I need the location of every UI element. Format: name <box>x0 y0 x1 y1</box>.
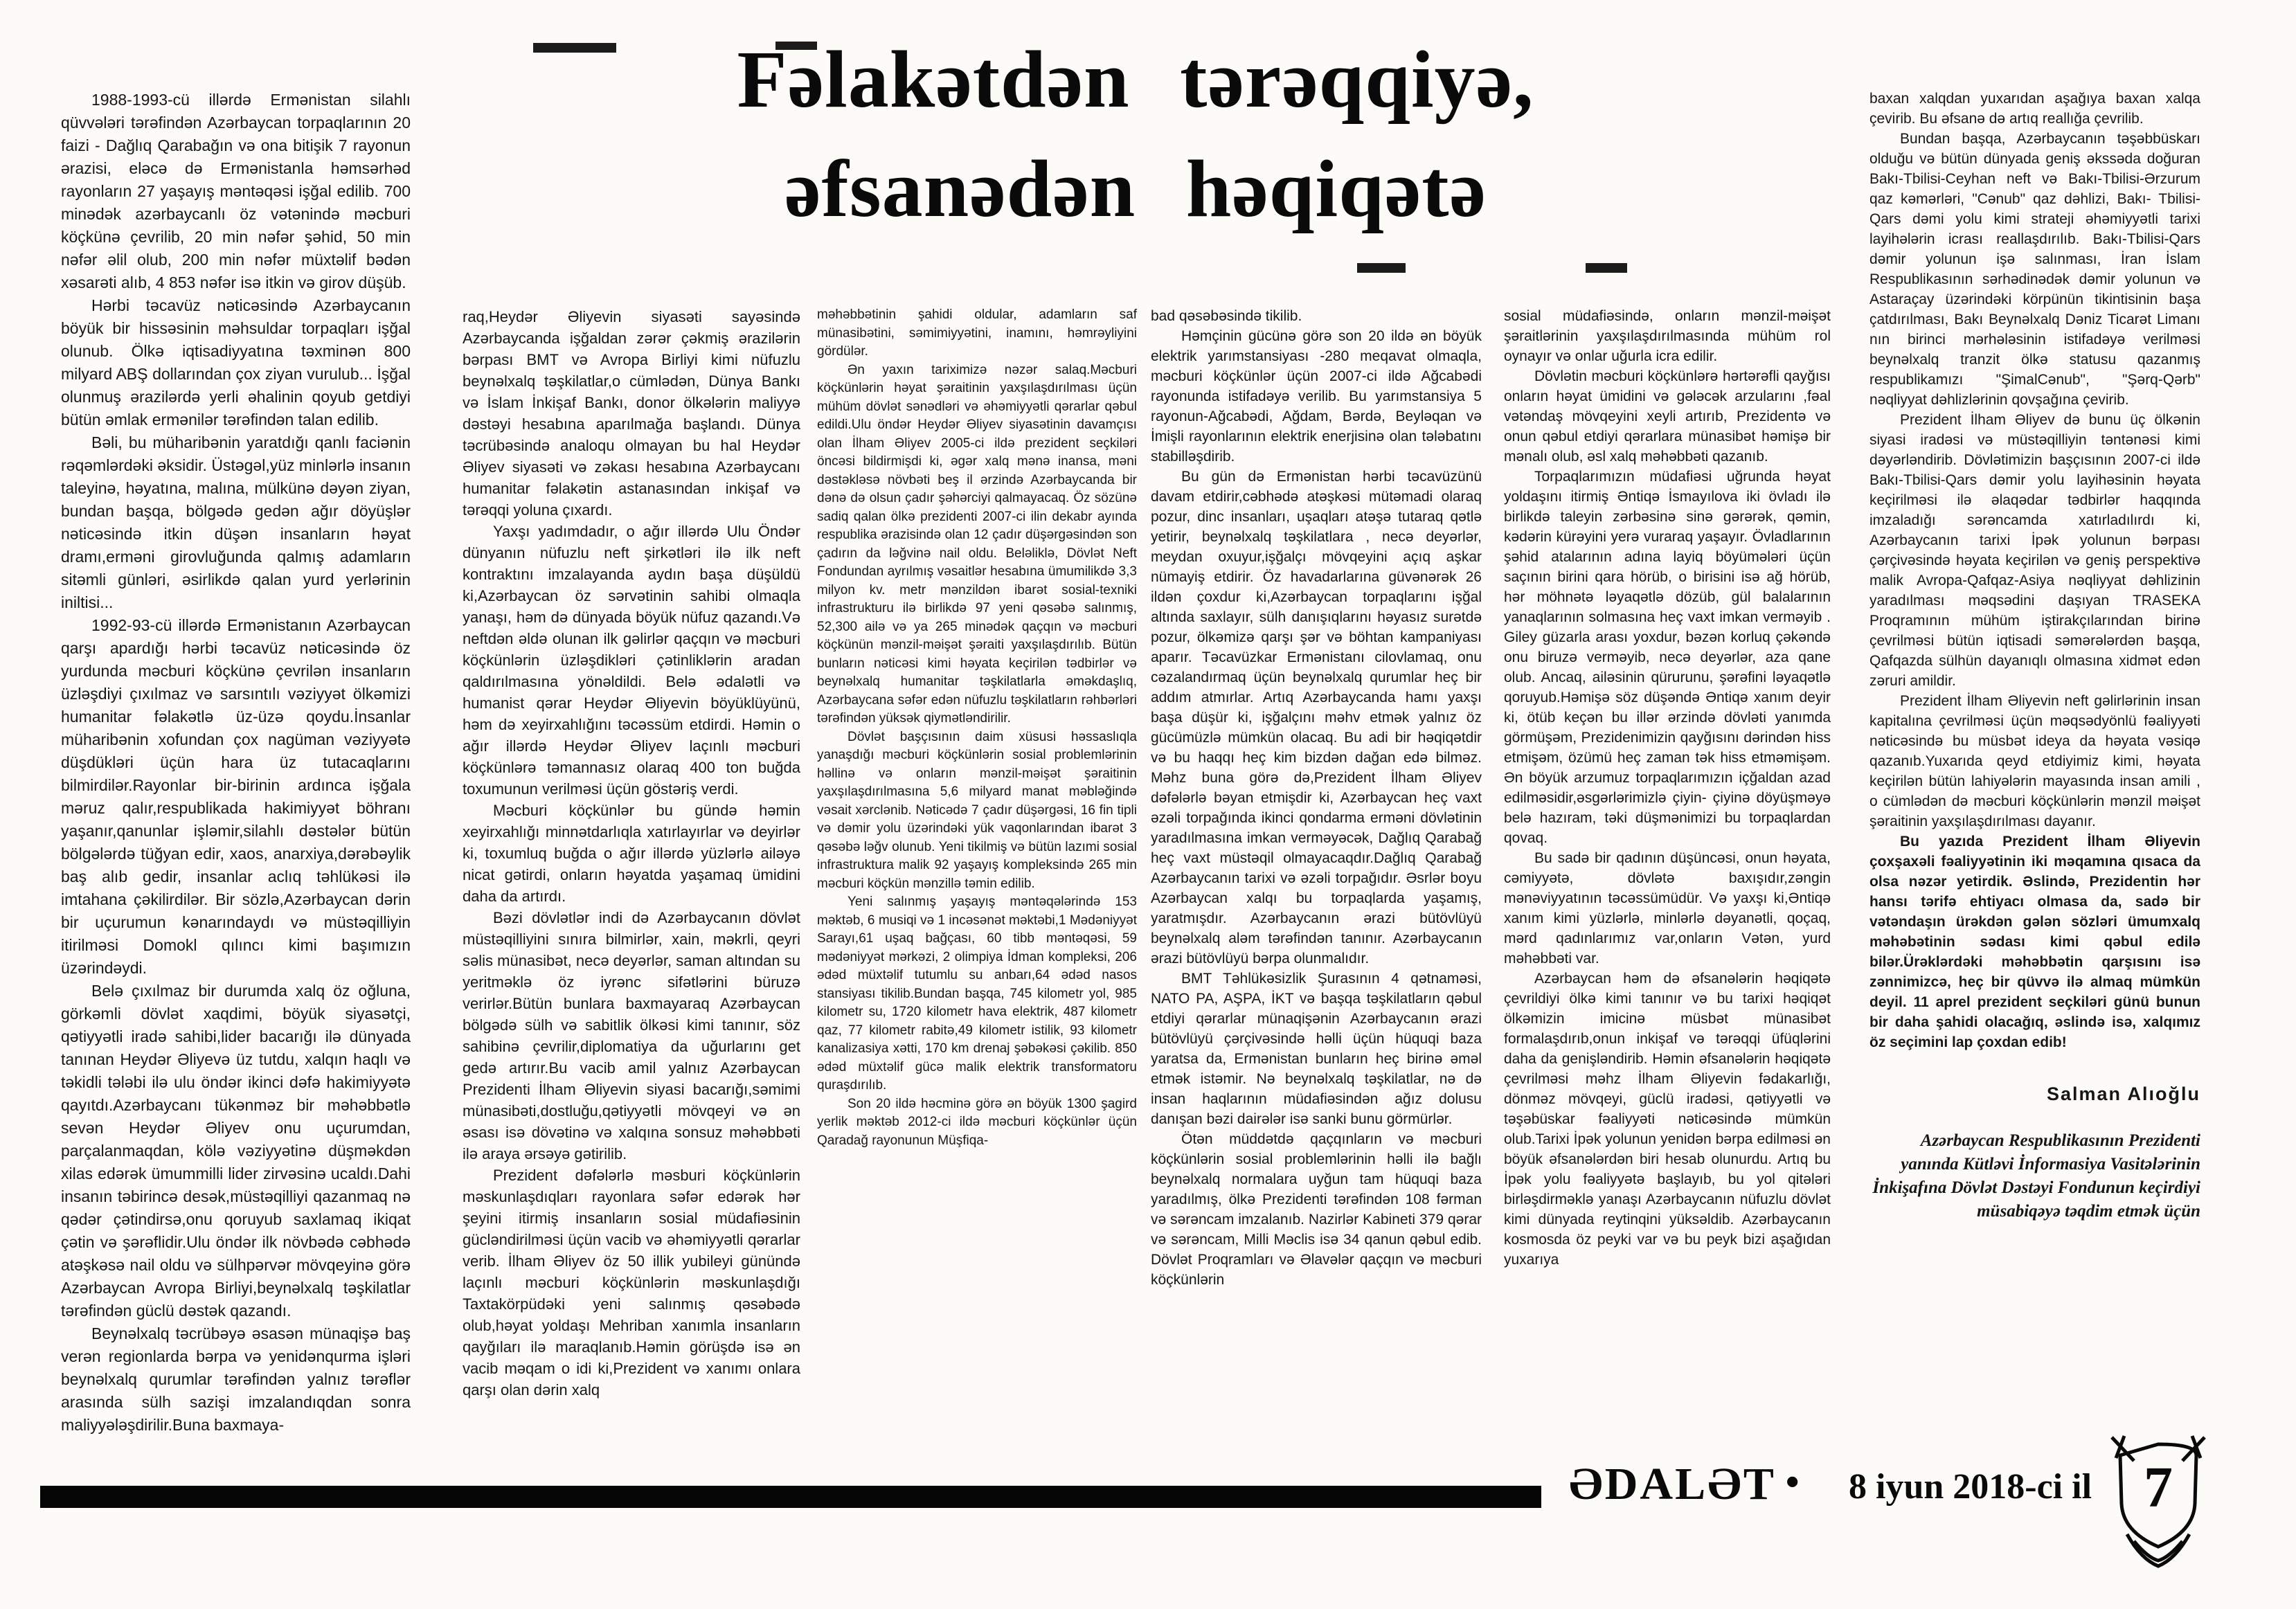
paragraph: Bu yazıda Prezident İlham Əliyevin çoxşaxəli fəaliyyətinin iki məqamına qısaca da olsa nəzər yetirdik. Əslində, Prezidentin hər hansı tərifə ehtiyacı olmasa da, sadə bir vətəndaşın ürəkdən gələn sözləri ümumxalq məhəbətinin sədası kimi qəbul edilə bilər.Ürəklərdəki məhəbbətin qarşısını isə zənnimizcə, heç bir qüvvə ilə almaq mümkün deyil. 11 aprel prezident seçkiləri günü bunun bir daha şahidi olacağıq, əslində isə, xalqımız öz seçimini lap çoxdan edib! <box>1869 834 2200 1050</box>
article-headline <box>429 25 1842 288</box>
paragraph: bad qəsəbəsində tikilib. <box>1151 308 1302 324</box>
article-column-6 <box>1869 89 2200 1439</box>
article-column-2 <box>463 306 800 1441</box>
paragraph: Son 20 ildə həcminə görə ən böyük 1300 şagird yerlik məktəb 2012-ci ildə məcburi köçkünlər üçün Qaradağ rayonunun Müşfiqa- <box>817 1096 1137 1148</box>
paragraph: raq,Heydər Əliyevin siyasəti sayəsində Azərbaycanda işğaldan zərər çəkmiş ərazilərin bərpası BMT və Avropa Birliyi kimi nüfuzlu beynəlxalq təşkilatlar,o cümlədən, Dünya Bankı və İslam İnkişaf Bankı, donor ölkələrin maliyyə dəstəyi hesabına aparılmağa başlandı. Dünya təcrübəsində analoqu olmayan bu hal Heydər Əliyev siyasəti və zəkası hesabına Azərbaycanı humanitar fəlakətin astanasından inkişaf və tərəqqi yoluna çıxardı. <box>463 308 800 519</box>
paragraph: Bu sadə bir qadının düşüncəsi, onun həyata, cəmiyyətə, dövlətə baxışıdır,zəngin mənəviyyatının təcəssümüdür. Və yaxşı ki,Əntiqə xanım kimi yüzlərlə, minlərlə dəyanətli, qoçaq, mərd qadınlarımız var,onların Vətən, yurd məhəbbəti var. <box>1504 850 1831 967</box>
paragraph: Məcburi köçkünlər bu gündə həmin xeyirxahlığı minnətdarlıqla xatırlayırlar və deyirlər ki, toxumluq buğda o ağır illərdə yüzlərlə ailəyə nicat gətirdi, onların həyatda yaşamaq ümidini daha da artırdı. <box>463 802 800 905</box>
paragraph: Prezident İlham Əliyevin neft gəlirlərinin insan kapitalına çevrilməsi üçün məqsədyönlü fəaliyyəti nəticəsində bu müsbət ideya da həyata vəsiqə qazanıb.Yuxarıda qeyd etdiyimiz kimi, həyata keçirilən bütün lahiyələrin mayasında insan amili , o cümlədən də məcburi köçkünlərin mənzil məişət şəraitinin yaxşılaşdırılması dayanır. <box>1869 693 2200 829</box>
masthead-bullet: • <box>1785 1461 1802 1504</box>
paragraph: Prezident dəfələrlə məsburi köçkünlərin məskunlaşdıqları rayonlara səfər edərək hər şeyini itirmiş insanların sosial müdafiəsinin gücləndirilməsi üçün vacib və əhəmiyyətli qərarlar verib. İlham Əliyev öz 50 illik yubileyi günündə laçınlı məcburi köçkünlərin məskunlaşdığı Taxtakörpüdəki yeni salınmış qəsəbədə olub,həyat yoldaşı Mehriban xanımla insanların qayğıları ilə maraqlanıb.Həmin görüşdə isə ən vacib məqam o idi ki,Prezident və xanımı onlara qarşı olan dərin xalq <box>463 1167 800 1399</box>
page-number-badge <box>2106 1430 2224 1569</box>
paragraph: sosial müdafiəsində, onların mənzil-məişət şəraitlərinin yaxşılaşdırılmasında mühüm rol oynayır və onlar uğurla icra edilir. <box>1504 308 1831 364</box>
paragraph: Belə çıxılmaz bir durumda xalq öz oğluna, görkəmli dövlət xaqdimi, böyük siyasətçi, qətiyyətli iradə sahibi,lider bacarığı ilə dünyada tanınan Heydər Əliyevə üz tutdu, xalqın haqlı və təkidli tələbi ilə ulu öndər ikinci dəfə hakimiyyətə qayıtdı.Azərbaycanı tükənməz bir məhəbbətlə sevən Heydər Əliyev onu uçurumdan, parçalanmaqdan, kölə vəziyyətinə düşməkdən xilas edərək ümummilli lider zirvəsinə ucaldı.Dahi insanın təbirincə desək,müstəqilliyi qazanmaq nə qədər çətindirsə,onu qoruyub saxlamaq ikiqat çətin və şərəflidir.Ulu öndər ilk növbədə cəbhədə atəşkəsə nail oldu və sülhpərvər mövqeyinə görə Azərbaycan Avropa Birliyi,beynəlxalq təşkilatlar tərəfindən güclü dəstək qazandı. <box>61 982 411 1320</box>
paragraph: 1992-93-cü illərdə Ermənistanın Azərbaycan qarşı apardığı hərbi təcavüz nəticəsində öz yurdunda məcburi köçkünə çevrilən insanların üzləşdiyi çıxılmaz və sarsıntılı vəziyyət ölkəmizi humanitar fəlakətlə üz-üzə qoydu.İnsanlar müharibənin xofundan çox nagüman vəziyyətə düşdükləri üçün hara üz tutacaqlarını bilmirdilər.Rayonlar bir-birinin ardınca işğala məruz qalır,respublikada hakimiyyət böhranı yaşanır,qanunlar işləmir,silahlı dəstələr bütün bölgələrdə tüğyan edir, xaos, anarxiya,dərəbəylik baş alıb gedir, insanlar aclıq təhlükəsi ilə imtahana çəkilirdilər. Bir sözlə,Azərbaycan dərin bir uçurumun kənarındaydı və müstəqilliyin itirilməsi Domokl qılıncı kimi başımızın üzərindəydi. <box>61 616 411 977</box>
footer-rule <box>40 1486 1541 1508</box>
paragraph: Azərbaycan həm də əfsanələrin həqiqətə çevrildiyi ölkə kimi tanınır və bu tarixi həqiqət ölkəmizin imicinə müsbət münasibət formalaşdırıb,onun inkişaf və tərəqqi üfüqlərini daha da genişləndirib. Həmin əfsanələrin həqiqətə çevrilməsi məhz İlham Əliyevin fədakarlığı, dönməz mövqeyi, güclü iradəsi, qətiyyətli və təşəbüskar fəaliyyəti nəticəsində mümkün olub.Tarixi İpək yolunun yenidən bərpa edilməsi ən böyük əfsanələrdən biri hesab olunurdu. Artıq bu İpək yolu fəaliyyətə başlayıb, bu yol qitələri birləşdirməklə yanaşı Azərbaycanın nüfuzlu dövlət kimi dünyada reytinqini yüksəldib. Azərbaycanın kosmosda öz peyki var və bu peyk bizi aşağıdan yuxarıya <box>1504 971 1831 1268</box>
paragraph: Hərbi təcavüz nəticəsində Azərbaycanın böyük bir hissəsinin məhsuldar torpaqları işğal olunub. Ölkə iqtisadiyyatına təxminən 800 milyard ABŞ dollarından çox ziyan vurulub... İşğal olunmuş ərazilərdə yerli əhalinin qoyub getdiyi bütün əmlak ermənilər tərəfindən talan edilib. <box>61 296 411 429</box>
paragraph: Bəzi dövlətlər indi də Azərbaycanın dövlət müstəqilliyini sınıra bilmirlər, xain, məkrli, qeyri səlis münasibət, necə deyərlər, saman altından su yeritməklə öz iyrənc sifətlərini büruzə verirlər.Bütün bunlara baxmayaraq Azərbaycan bölgədə sülh və sabitlik ölkəsi kimi tanınır, söz sahibinə çevrilir,diplomatiya da uğurlarını get gedə artırır.Bu vacib amil yalnız Azərbaycan Prezidenti İlham Əliyevin siyasi bacarığı,səmimi münasibəti,dostluğu,qətiyyətli mövqeyi və ən əsası isə dövətinə və xalqına sonsuz məhəbbəti ilə araya ərsəyə gətirilib. <box>463 909 800 1162</box>
paragraph: Dövlətin məcburi köçkünlərə hərtərəfli qayğısı onların həyat ümidini və gələcək arzularını ,fəal vətəndaş mövqeyini xeyli artırıb, Prezidentə və onun qəbul etdiyi qərarlara münasibət həmişə bir mənalı olub, əsl xalq məhəbbəti qazanıb. <box>1504 368 1831 465</box>
paragraph: Salman Alıoğlu <box>2046 1084 2200 1104</box>
article-column-5 <box>1504 306 1831 1441</box>
paragraph: Ən yaxın tariximizə nəzər salaq.Məcburi köçkünlərin həyat şəraitinin yaxşılaşdırılması üçün mühüm dövlət sənədləri və əhəmiyyətli qərarlar qəbul edildi.Ulu öndər Heydər Əliyev siyasətinin davamçısı olan İlham Əliyev 2005-ci ildə prezident seçkiləri öncəsi bildirmişdi ki, əgər xalq mənə inansa, məni dəstəkləsə növbəti beş il ərzində Azərbaycanda bir dənə də olsun çadır şəhərciyi qalmayacaq. Öz sözünə sadiq qalan ölkə prezidenti 2007-ci ilin dekabr ayında respublika ərazisində olan 12 çadır düşərgəsindən son çadırın da ləğvinə nail oldu. Beləliklə, Dövlət Neft Fondundan ayrılmış vəsaitlər hesabına ümumilikdə 3,3 milyon kv. metr mənzildən ibarət sosial-texniki infrastrukturu ilə birlikdə 97 yeni qəsəbə salınmış, 52,300 ailə və ya 265 minədək qaçqın və məcburi köçkünün mənzil-məişət şəraiti yaxşılaşdırılıb. Bütün bunların nəticəsi kimi həyata keçirilən tədbirlər və beynəlxalq humanitar təşkilatlarla əməkdaşlıq, Azərbaycana səfər edən nüfuzlu təşkilatların rəhbərləri tərəfindən yüksək qiymətləndirilir. <box>817 362 1137 726</box>
headline-line-1: Fəlakətdən tərəqqiyə, <box>737 34 1534 125</box>
paragraph: Azərbaycan Respublikasının Prezidenti yanında Kütləvi İnformasiya Vasitələrinin İnkişafına Dövlət Dəstəyi Fondunun keçirdiyi müsabiqəyə təqdim etmək üçün <box>1872 1131 2200 1221</box>
paragraph: Yeni salınmış yaşayış məntəqələrində 153 məktəb, 6 musiqi və 1 incəsənət məktəbi,1 Mədəniyyət Sarayı,61 uşaq bağçası, 60 tibb məntəqəsi, 59 mədəniyyət mərkəzi, 2 olimpiya İdman kompleksi, 206 ədəd müxtəlif tutumlu su anbarı,64 ədəd nasos stansiyası tikilib.Bundan başqa, 745 kilometr yol, 985 kilometr su, 1720 kilometr hava elektrik, 487 kilometr qaz, 77 kilometr rabitə,49 kilometr istilik, 93 kilometr kanalizasiya xətti, 170 km drenaj şəbəkəsi çəkilib. 850 ədəd müxtəlif gücə malik elektrik transformatoru quraşdırılıb. <box>817 895 1137 1093</box>
issue-date: 8 iyun 2018-ci il <box>1849 1467 2092 1507</box>
paragraph: Həmçinin gücünə görə son 20 ildə ən böyük elektrik yarımstansiyası -280 meqavat olmaqla, məcburi köçkünlər üçün 2007-ci ildə Ağcabədi rayonunda istifadəyə verilib. Bu yarımstansiya 5 rayonun-Ağcabədi, Ağdam, Bərdə, Beyləqan və İmişli rayonlarının elektrik enerjisinə olan tələbatını stabilləşdirib. <box>1151 328 1482 465</box>
article-column-3 <box>817 306 1137 1441</box>
paragraph: Prezident İlham Əliyev də bunu üç ölkənin siyasi iradəsi və müstəqilliyin təntənəsi kimi dəyərləndirib. Dövlətimizin başçısının 2007-ci ildə Bakı-Tbilisi-Qars dəmir yolu layihəsinin həyata keçirilməsi ilə əlaqədar tədbirlər haqqında imzaladığı sərəncamda xatırladılırdı ki, Azərbaycanın tarixi İpək yolunun bərpası çərçivəsində həyata keçirilən və geniş perspektivə malik Avropa-Qafqaz-Asiya nəqliyyat dəhlizinin yaradılması məqsədini daşıyan TRASEKA Proqramının mühüm iştirakçılarından birinə çevrilməsi bütün iqtisadi səmərələrdən başqa, Qafqazda sülhün dayanıqlı olmasına xidmət edən zəruri amildir. <box>1869 412 2200 689</box>
paragraph: baxan xalqdan yuxarıdan aşağıya baxan xalqa çevirib. Bu əfsanə də artıq reallığa çevrilib. <box>1869 91 2200 127</box>
paragraph: Torpaqlarımızın müdafiəsi uğrunda həyat yoldaşını itirmiş Əntiqə İsmayılova iki övladı ilə birlikdə taleyin zərbəsinə sinə gərərək, qəmin, kədərin kürəyini yerə vuraraq yaşayır. Övladlarının şəhid atalarının adına layiq böyümələri üçün saçının birini qara hörüb, o birisini isə ağ hörüb, hər möhnətə ləyaqətlə dözüb, gül balalarının yanaqlarının solmasına heç vaxt imkan verməyib . Giley güzarla arası yoxdur, bəzən korluq çəkəndə onu biruzə verməyib, necə deyərlər, aza qane olub. Ancaq, ailəsinin qürurunu, şərəfini ləyaqətlə qoruyub.Həmişə söz düşəndə Əntiqə xanım deyir ki, ötüb keçən bu illər ərzində dövləti yanımda görmüşəm, Prezidenimizin qayğısını dərindən hiss etmişəm, özümü heç zaman tək hiss etməmişəm. Ən böyük arzumuz torpaqlarımızın içğaldan azad edilməsidir,əsgərlərimizlə çiyin- çiyinə döyüşməyə belə hazıram, təki düşmənimizi bu torpaqlardan qovaq. <box>1504 469 1831 846</box>
paragraph: məhəbbətinin şahidi oldular, adamların saf münasibətini, səmimiyyətini, inamını, həmrəyliyini gördülər. <box>817 307 1137 359</box>
masthead <box>1569 1458 1802 1511</box>
paragraph: Bu gün də Ermənistan hərbi təcavüzünü davam etdirir,cəbhədə atəşkəsi mütəmadi olaraq pozur, dinc insanları, uşaqları atəşə tutaraq qətlə yetirir, beynəlxalq təşkilatlara , necə deyərlər, meydan oxuyur,işğalçı mövqeyini açıq aşkar nümayiş etdirir. Öz havadarlarına güvənərək 26 ildən çoxdur ki,Azərbaycan torpaqlarını işğal altında saxlayır, sülh danışıqlarını həyasız surətdə pozur, ölkəmizə qarşı şər və böhtan kampaniyası aparır. Təcavüzkar Ermənistanı cilovlamaq, onu cəzalandırmaq üçün beynəlxalq qurumlar heç bir addım atmırlar. Artıq Azərbaycanda hamı yaxşı başa düşür ki, işğalçını məhv etmək yalnız öz gücümüzlə mümkün olacaq. Bu adi bir həqiqətdir və bu haqqı heç kim bizdən dağan edə bilməz. Məhz buna görə də,Prezident İlham Əliyev dəfələrlə bəyan etmişdir ki, Azərbaycan heç vaxt əzəli torpağında ikinci qondarma erməni dövlətinin yaradılmasına imkan verməyəcək, Dağlıq Qarabağ heç vaxt müstəqil olmayacaqdır.Dağlıq Qarabağ Azərbaycanın tarixi və əzəli torpağıdır. Əsrlər boyu Azərbaycan xalqı bu torpaqlarda yaşamış, yaratmışdır. Azərbaycanın ərazi bütövlüyü beynəlxalq aləm tərəfindən tanınır. Azərbaycanın ərazi bütövlüyü bərpa olunmalıdır. <box>1151 469 1482 967</box>
page-number: 7 <box>2144 1455 2173 1520</box>
paragraph: 1988-1993-cü illərdə Ermənistan silahlı qüvvələri tərəfindən Azərbaycan torpaqlarının 20 faizi - Dağlıq Qarabağın və ona bitişik 7 rayonun ərazisi, eləcə də Ermənistanla həmsərhəd rayonların 27 yaşayış məntəqəsi işğal edilib. 700 minədək azərbaycanlı öz vətənində məcburi köçkünə çevrilib, 20 min nəfər şəhid, 50 min nəfər əlil olub, 200 min nəfər müxtəlif bədən xəsarəti alıb, 4 853 nəfər isə itkin və girov düşüb. <box>61 91 411 291</box>
paragraph: Yaxşı yadımdadır, o ağır illərdə Ulu Öndər dünyanın nüfuzlu neft şirkətləri ilə ilk neft kontraktını imzalayanda aydın başa düşüldü ki,Azərbaycan öz sərvətinin sahibi olmaqla yanaşı, həm də dünyada böyük nüfuz qazandı.Və neftdən əldə olunan ilk gəlirlər qaçqın və məcburi köçkünlərin üzləşdikləri çətinliklərin aradan qaldırılmasına yönəldildi. Belə ədalətli və humanist qərar Heydər Əliyevin böyüklüyünü, həm də xeyirxahlığını təcəssüm etdirdi. Həmin o ağır illərdə Heydər Əliyev laçınlı məcburi köçkünlərə təmannasız olaraq 400 ton buğda toxumunun verilməsi üçün göstəriş verdi. <box>463 523 800 798</box>
paragraph: Bəli, bu müharibənin yaratdığı qanlı faciənin rəqəmlərdəki əksidir. Üstəgəl,yüz minlərlə insanın taleyinə, həyatına, malına, mülkünə dəyən ziyan, bundan başqa, bölgədə gedən ağır döyüşlər nəticəsində itkin düşən insanların həyat dramı,erməni girovluğunda qalmış adamların sitəmli günləri, əsirlikdə qalan yurd yerlərinin iniltisi... <box>61 433 411 611</box>
article-column-1 <box>61 89 411 1439</box>
paragraph: BMT Təhlükəsizlik Şurasının 4 qətnaməsi, NATO PA, AŞPA, İKT və başqa təşkilatların qəbul etdiyi qərarlar münaqişənin Azərbaycanın ərazi bütövlüyü çərçivəsində həlli üçün hüquqi baza yaratsa da, Ermənistan bunların heç birinə əməl etmək istəmir. Nə beynəlxalq təşkilatlar, nə də insan haqlarının müdafiəsindən ağız dolusu danışan bəzi dairələr isə sanki bunu görmürlər. <box>1151 971 1482 1127</box>
article-column-4 <box>1151 306 1482 1441</box>
masthead-title: ƏDALƏT <box>1569 1459 1776 1509</box>
headline-line-2: əfsanədən həqiqətə <box>784 143 1487 234</box>
paragraph: Beynəlxalq təcrübəyə əsasən münaqişə baş verən regionlarda bərpa və yenidənqurma işləri beynəlxalq qurumlar tərəfindən yalnız tərəflər arasında sülh sazişi imzalandıqdan sonra maliyyələşdirilir.Buna baxmaya- <box>61 1324 411 1434</box>
paragraph: Ötən müddətdə qaçqınların və məcburi köçkünlərin sosial problemlərinin həlli ilə bağlı beynəlxalq normalara uyğun tam hüquqi baza yaradılmış, ölkə Prezidenti tərəfindən 108 fərman və sərəncam imzalanıb. Nazirlər Kabineti 379 qərar və sərəncam, Milli Məclis isə 34 qanun qəbul edib. Dövlət Proqramları və Əlavələr qaçqın və məcburi köçkünlərin <box>1151 1131 1482 1288</box>
paragraph: Dövlət başçısının daim xüsusi həssaslıqla yanaşdığı məcburi köçkünlərin sosial problemlərinin həllinə və onların mənzil-məişət şəraitinin yaxşılaşdırılmasına 5,6 milyard manat məbləğində vəsait xərclənib. Nəticədə 7 çadır düşərgəsi, 16 fin tipli və dəmir yolu üzərindəki yük vaqonlarından ibarət 3 qəsəbə ləğv olunub. Yeni tikilmiş və bütün lazımi sosial infrastruktura malik 92 yaşayış kompleksində 265 min məcburi köçkün mənzillə təmin edilib. <box>817 729 1137 891</box>
paragraph: Bundan başqa, Azərbaycanın təşəbbüskarı olduğu və bütün dünyada geniş əkssəda doğuran Bakı-Tbilisi-Ceyhan neft və Bakı-Tbilisi-Ərzurum qaz kəmərləri, "Cənub" qaz dəhlizi, Bakı- Tbilisi-Qars dəmi yolu kimi strateji əhəmiyyətli tarixi layihələrin icrası reallaşdırılıb. Bakı-Tbilisi-Qars dəmir yolunun işə salınması, İran İslam Respublikasının sərhədinədək dəmir yolunun və Astaraçay üzərindəki körpünün tikintisinin başa çatdırılması, Bakı Beynəlxalq Dəniz Ticarət Limanı nın birinci mərhələsinin istifadəyə verilməsi beynəlxalq tranzit ölkə statusu qazanmış respublikamızı "ŞimalCənub", "Şərq-Qərb" nəqliyyat dəhlizlərinin qovşağına çevirib. <box>1869 131 2200 408</box>
